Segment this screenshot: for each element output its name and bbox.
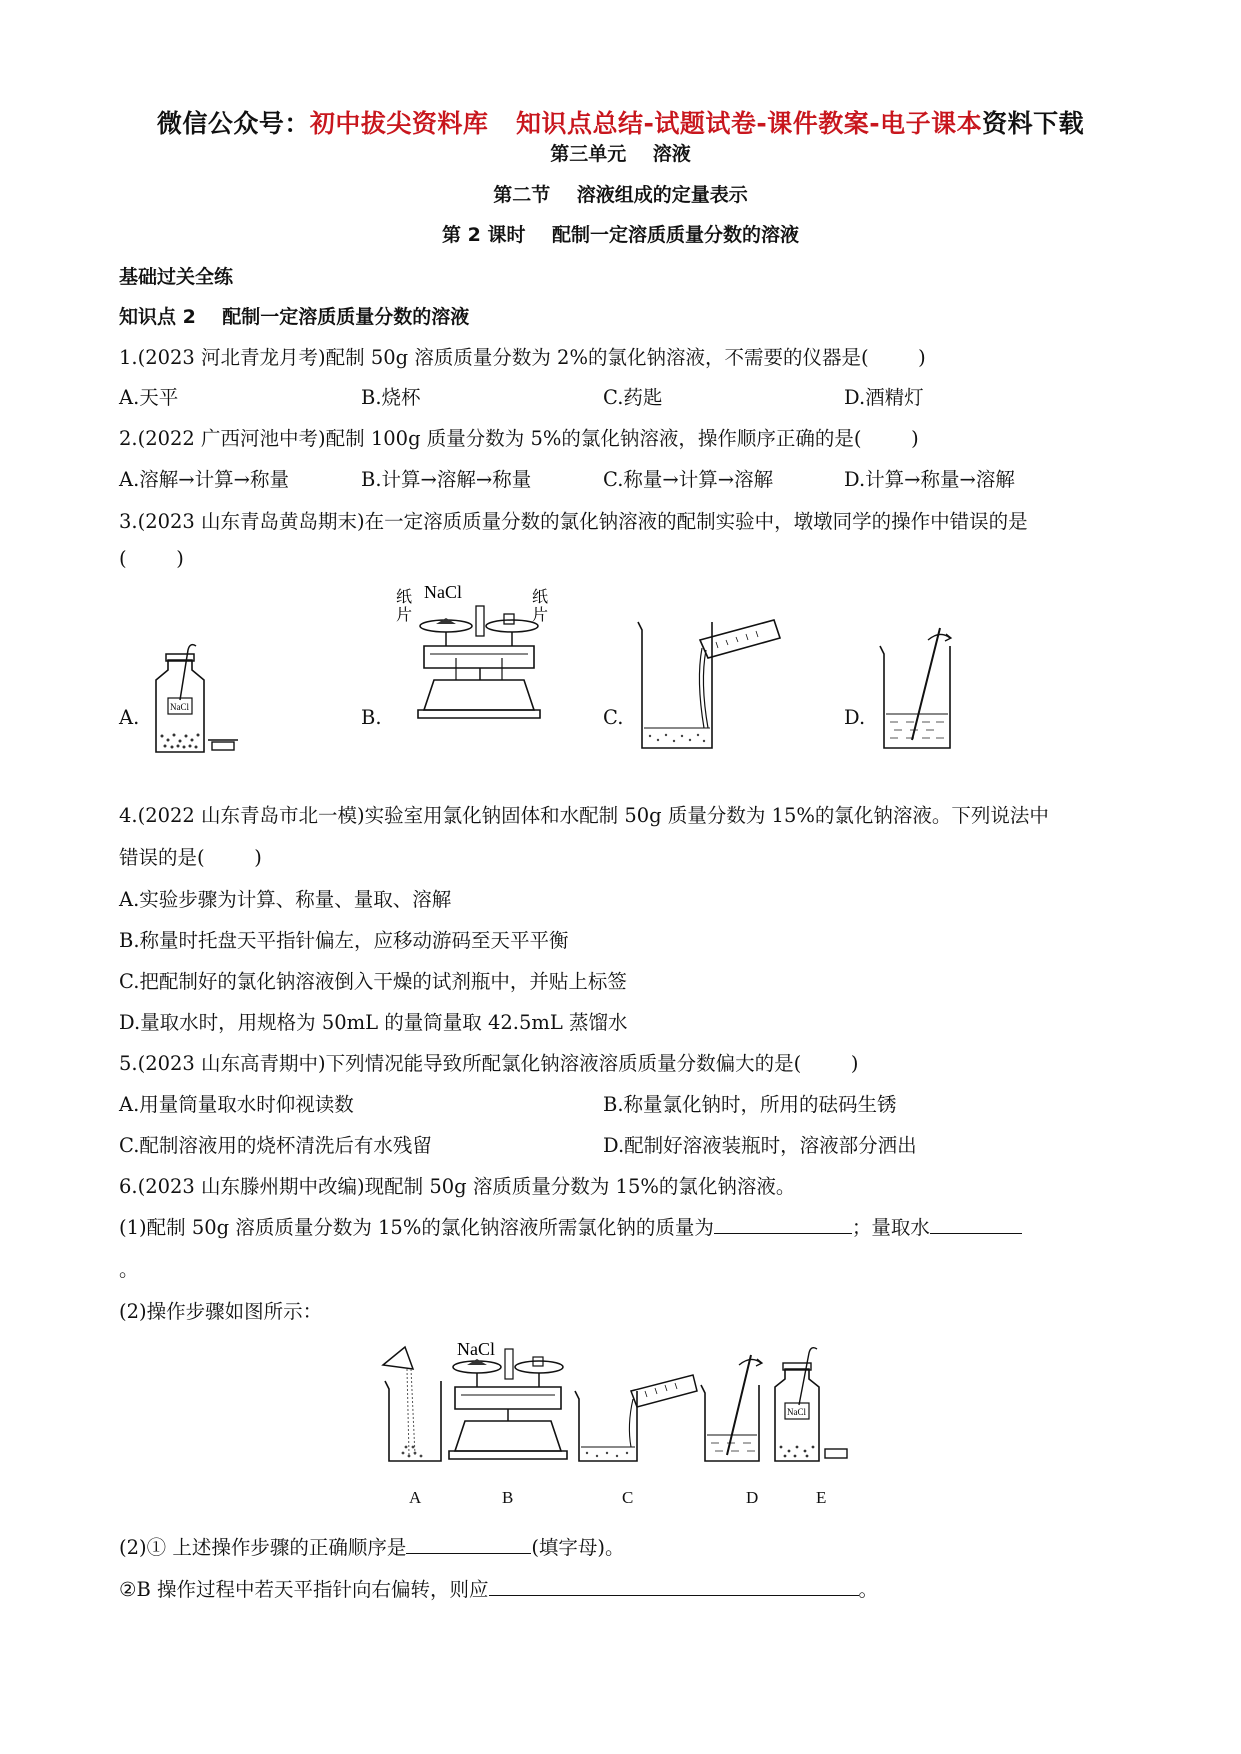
q6-part2-intro: (2)操作步骤如图所示： — [119, 1300, 323, 1323]
q6-stem: 6.(2023 山东滕州期中改编)现配制 50g 溶质质量分数为 15%的氯化钠溶液。 — [119, 1175, 796, 1198]
q2-stem: 2.(2022 广西河池中考)配制 100g 质量分数为 5%的氯化钠溶液，操作顺序正确的是( ) — [119, 427, 919, 450]
q3-fig-label-b: B. — [361, 706, 382, 729]
q6-sub1-pre: (2)① 上述操作步骤的正确顺序是 — [119, 1536, 407, 1559]
q6-answer-blank-adjust[interactable] — [489, 1577, 859, 1596]
q4-stem-line1: 4.(2022 山东青岛市北一模)实验室用氯化钠固体和水配制 50g 质量分数为 15%的氯化钠溶液。下列说法中 — [119, 804, 1049, 827]
q3-fig-b-paper-left: 纸 — [396, 589, 413, 606]
q1-option-c: C.药匙 — [603, 386, 663, 409]
q4-stem-line2: 错误的是( ) — [119, 846, 262, 869]
q3-fig-c-pouring — [634, 600, 784, 760]
q3-fig-a-nacl-label: NaCl — [170, 702, 189, 712]
q6-part1-mid: ；量取水 — [851, 1216, 930, 1239]
header-red-text: 初中拔尖资料库 知识点总结-试题试卷-课件教案-电子课本 — [309, 109, 983, 138]
knowledge-point-heading: 知识点 2 配制一定溶质质量分数的溶液 — [119, 306, 470, 328]
q4-option-c: C.把配制好的氯化钠溶液倒入干燥的试剂瓶中，并贴上标签 — [119, 970, 627, 993]
q5-option-a: A.用量筒量取水时仰视读数 — [119, 1093, 354, 1116]
q3-fig-label-c: C. — [603, 706, 624, 729]
q6-fig-a-adding-solid — [383, 1347, 441, 1461]
header-prefix: 微信公众号： — [156, 109, 310, 138]
q5-option-d: D.配制好溶液装瓶时，溶液部分洒出 — [603, 1134, 917, 1157]
q3-fig-label-a: A. — [119, 706, 140, 729]
q6-fig-nacl-label: NaCl — [457, 1339, 495, 1359]
q5-option-c: C.配制溶液用的烧杯清洗后有水残留 — [119, 1134, 432, 1157]
header-banner — [0, 104, 1241, 140]
q1-option-b: B.烧杯 — [361, 386, 421, 409]
q6-sub1 — [119, 1532, 625, 1560]
q4-option-d: D.量取水时，用规格为 50mL 的量筒量取 42.5mL 蒸馏水 — [119, 1011, 628, 1034]
q6-fig-caption-d: D — [746, 1488, 759, 1507]
q5-stem: 5.(2023 山东高青期中)下列情况能导致所配氯化钠溶液溶质质量分数偏大的是( ) — [119, 1052, 859, 1075]
q2-option-b: B.计算→溶解→称量 — [361, 468, 532, 491]
q6-fig-e-nacl-label: NaCl — [787, 1407, 806, 1417]
q6-part1-text: (1)配制 50g 溶质质量分数为 15%的氯化钠溶液所需氯化钠的质量为 — [119, 1216, 714, 1239]
q3-fig-a-reagent-bottle — [148, 640, 238, 760]
q6-answer-blank-nacl-mass[interactable] — [714, 1215, 852, 1234]
q6-sub2-post: 。 — [858, 1578, 879, 1601]
header-suffix: 资料下载 — [982, 109, 1085, 138]
q6-fig-caption-c: C — [622, 1488, 634, 1507]
q6-procedure-figure — [375, 1335, 855, 1485]
q6-fig-c-pouring-water — [575, 1375, 697, 1461]
q6-answer-blank-order[interactable] — [406, 1535, 531, 1554]
section-title: 第二节 溶液组成的定量表示 — [493, 184, 748, 206]
q6-fig-caption-a: A — [409, 1488, 422, 1507]
svg-text:片: 片 — [396, 607, 413, 624]
q6-fig-b-balance — [449, 1339, 567, 1459]
q3-fig-b-paper-right: 纸 — [532, 589, 549, 606]
q6-fig-caption-b: B — [502, 1488, 514, 1507]
q5-option-b: B.称量氯化钠时，所用的砝码生锈 — [603, 1093, 897, 1116]
q3-fig-b-balance — [394, 580, 564, 760]
q6-part1 — [119, 1212, 1022, 1240]
q4-option-b: B.称量时托盘天平指针偏左，应移动游码至天平平衡 — [119, 929, 569, 952]
q6-sub2-pre: ②B 操作过程中若天平指针向右偏转，则应 — [119, 1578, 489, 1601]
q2-option-c: C.称量→计算→溶解 — [603, 468, 774, 491]
q6-part1-end: 。 — [119, 1258, 139, 1281]
unit-title: 第三单元 溶液 — [550, 143, 691, 165]
q6-sub1-post: (填字母)。 — [531, 1536, 625, 1559]
q6-answer-blank-water[interactable] — [930, 1215, 1022, 1234]
q3-fig-label-d: D. — [844, 706, 866, 729]
q1-option-d: D.酒精灯 — [844, 386, 924, 409]
q6-fig-d-stirring — [701, 1355, 762, 1461]
q3-paren: ( ) — [119, 547, 184, 570]
q3-stem: 3.(2023 山东青岛黄岛期末)在一定溶质质量分数的氯化钠溶液的配制实验中，墩墩同学的操作中错误的是 — [119, 510, 1028, 533]
q1-option-a: A.天平 — [119, 386, 179, 409]
q6-sub2 — [119, 1574, 878, 1602]
q2-option-d: D.计算→称量→溶解 — [844, 468, 1015, 491]
lesson-title: 第 2 课时 配制一定溶质质量分数的溶液 — [442, 224, 799, 246]
practice-heading: 基础过关全练 — [119, 266, 234, 288]
q3-fig-b-nacl: NaCl — [424, 582, 462, 602]
q4-option-a: A.实验步骤为计算、称量、量取、溶解 — [119, 888, 452, 911]
q6-fig-e-reagent-bottle — [775, 1348, 847, 1461]
svg-text:片: 片 — [532, 607, 549, 624]
q6-fig-caption-e: E — [816, 1488, 827, 1507]
q1-stem: 1.(2023 河北青龙月考)配制 50g 溶质质量分数为 2%的氯化钠溶液，不需要的仪器是( ) — [119, 346, 926, 369]
q3-fig-d-stirring — [876, 616, 966, 760]
q2-option-a: A.溶解→计算→称量 — [119, 468, 289, 491]
